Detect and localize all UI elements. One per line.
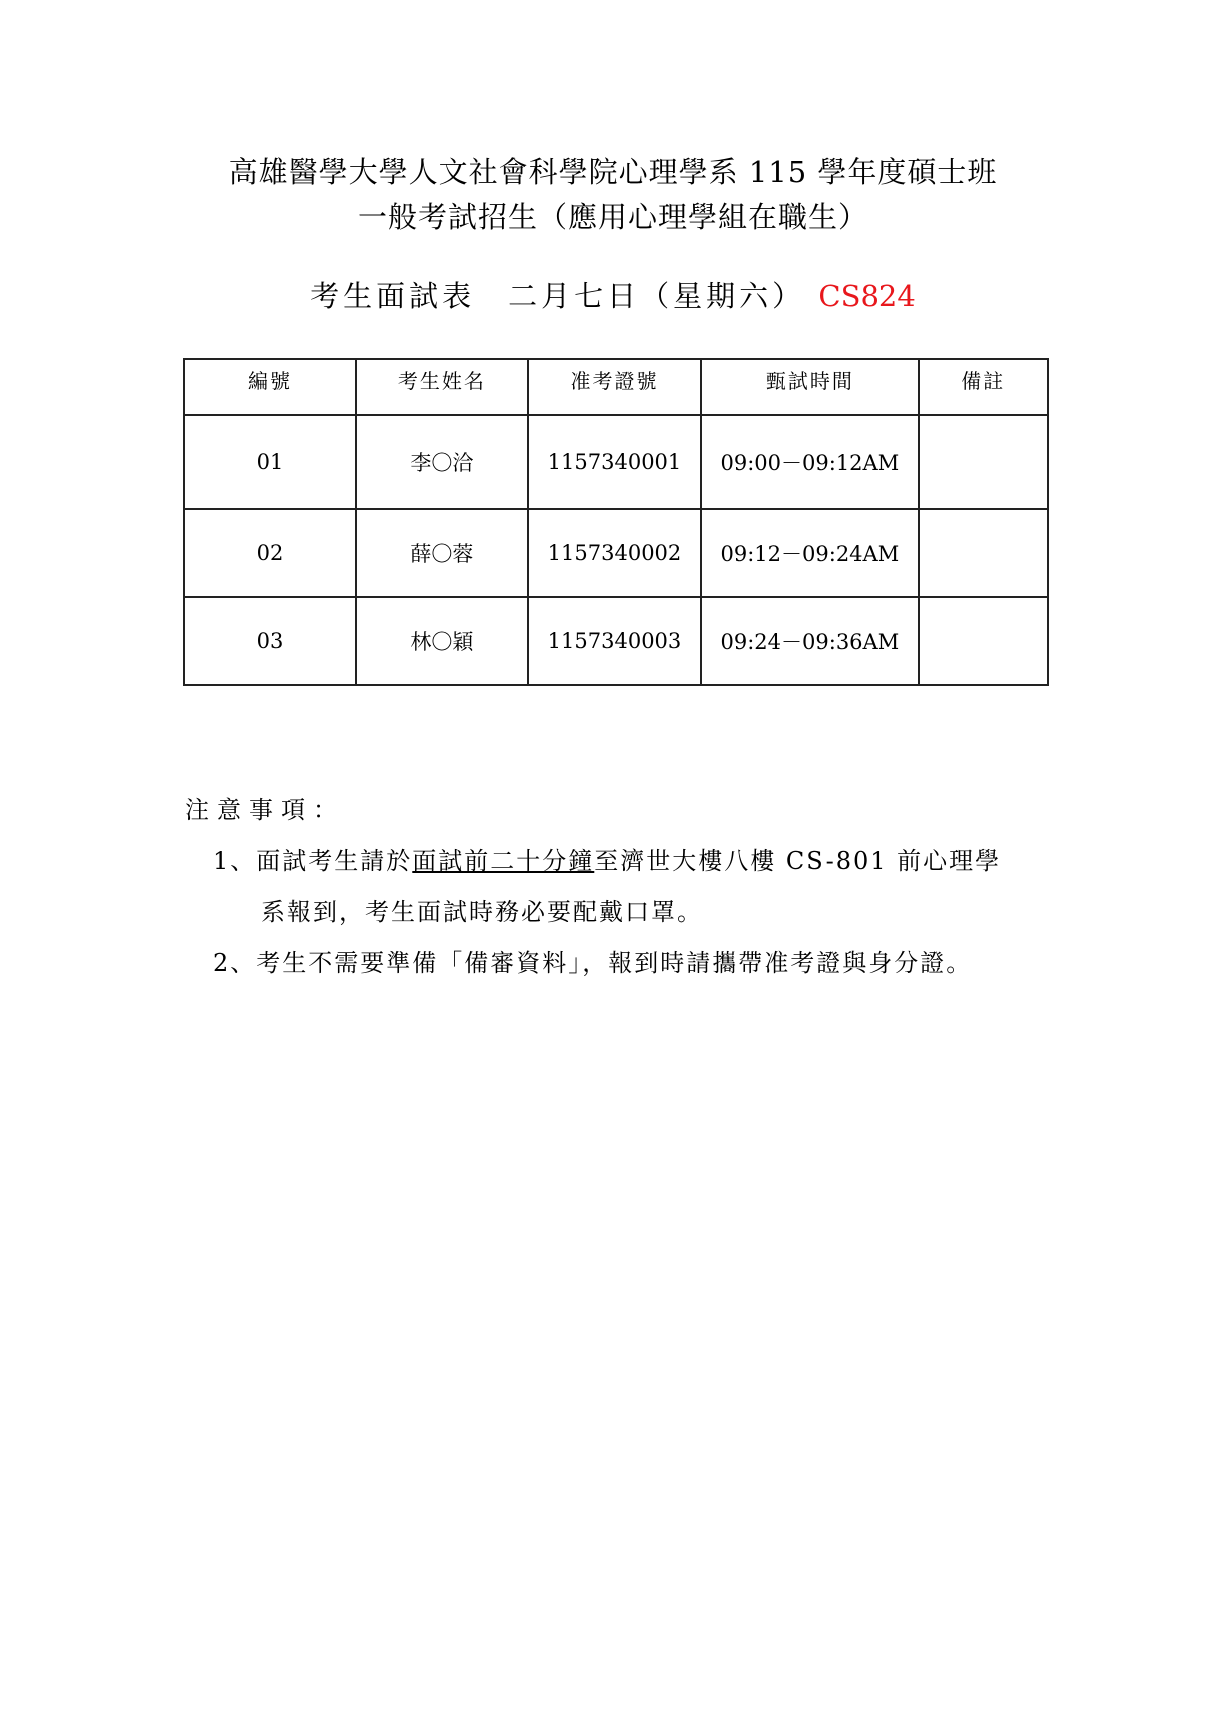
cell-number: 03 xyxy=(184,597,356,685)
cell-time: 09:12－09:24AM xyxy=(701,509,918,597)
notes-heading: 注意事項： xyxy=(185,796,345,824)
cell-time: 09:00－09:12AM xyxy=(701,415,918,509)
doc-title-line2: 一般考試招生（應用心理學組在職生） xyxy=(357,200,868,234)
note-text: 1、面試考生請於 xyxy=(213,847,413,875)
note-underlined-text: 面試前二十分鐘 xyxy=(412,847,595,875)
schedule-date: 考生面試表 二月七日（星期六） xyxy=(310,279,806,313)
cell-exam-id: 1157340002 xyxy=(528,509,701,597)
col-note: 備註 xyxy=(919,359,1049,415)
schedule-title xyxy=(0,274,1226,315)
cell-name: 李〇洽 xyxy=(356,415,528,509)
cell-note xyxy=(919,415,1049,509)
table-row xyxy=(184,509,1048,597)
col-exam-id: 准考證號 xyxy=(528,359,701,415)
cell-note xyxy=(919,597,1049,685)
cell-name: 林〇穎 xyxy=(356,597,528,685)
note-item-2: 2、考生不需要準備「備審資料」，報到時請攜帶准考證與身分證。 xyxy=(213,949,973,977)
note-item-1-cont: 系報到，考生面試時務必要配戴口罩。 xyxy=(261,898,703,926)
notes-section xyxy=(185,790,1002,978)
cell-time: 09:24－09:36AM xyxy=(701,597,918,685)
cell-exam-id: 1157340001 xyxy=(528,415,701,509)
doc-title-line1: 高雄醫學大學人文社會科學院心理學系 115 學年度碩士班 xyxy=(228,155,998,189)
room-code: CS824 xyxy=(818,279,916,313)
col-time: 甄試時間 xyxy=(701,359,918,415)
col-number: 編號 xyxy=(184,359,356,415)
cell-number: 01 xyxy=(184,415,356,509)
col-name: 考生姓名 xyxy=(356,359,528,415)
table-header-row xyxy=(184,359,1048,415)
cell-name: 薛〇蓉 xyxy=(356,509,528,597)
table-row xyxy=(184,597,1048,685)
cell-exam-id: 1157340003 xyxy=(528,597,701,685)
note-item-1 xyxy=(213,841,1001,876)
cell-note xyxy=(919,509,1049,597)
table-row xyxy=(184,415,1048,509)
note-text: 至濟世大樓八樓 CS-801 前心理學 xyxy=(594,847,1002,875)
cell-number: 02 xyxy=(184,509,356,597)
interview-table xyxy=(183,358,1049,686)
